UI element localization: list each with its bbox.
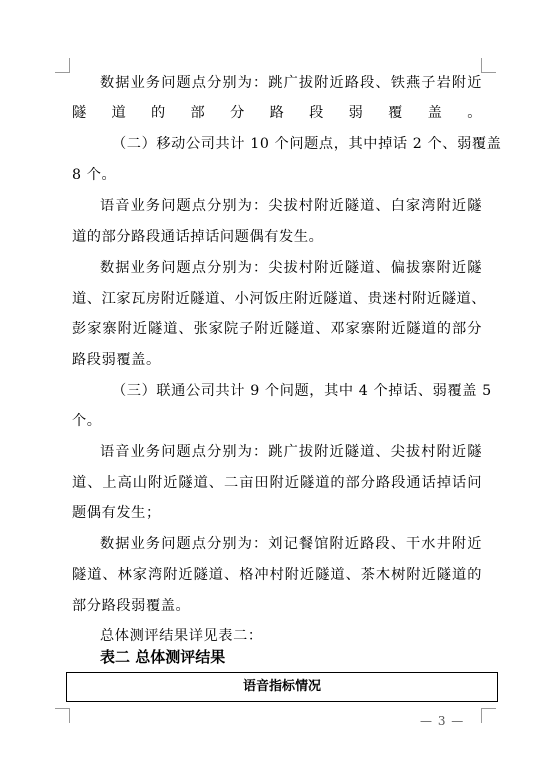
paragraph-line: 部分路段弱覆盖。 [72,598,191,614]
crop-mark-bottom-right [481,708,496,723]
paragraph-line: 语音业务问题点分别为：尖拔村附近隧道、白家湾附近隧 [100,198,482,214]
paragraph-line: 个。 [72,413,102,429]
crop-mark-top-left [55,58,70,73]
section-heading-line: （二）移动公司共计 10 个问题点，其中掉话 2 个、弱覆盖 [112,136,502,152]
paragraph-line: 语音业务问题点分别为：跳广拔附近隧道、尖拔村附近隧 [100,444,482,460]
paragraph-line: 总体测评结果详见表二： [100,628,263,644]
paragraph-line: 数据业务问题点分别为：跳广拔附近路段、铁燕子岩附近 [100,75,482,91]
paragraph-line: 题偶有发生； [72,505,161,521]
table-caption: 表二 总体测评结果 [100,648,226,666]
crop-mark-top-right [481,58,496,73]
paragraph-line: 彭家寨附近隧道、张家院子附近隧道、邓家寨附近隧道的部分 [72,321,482,337]
crop-mark-bottom-left [55,708,70,723]
paragraph-line: 路段弱覆盖。 [72,352,161,368]
paragraph-line: 数据业务问题点分别为：刘记餐馆附近路段、干水井附近 [100,536,482,552]
page-number: — 3 — [420,714,465,728]
table-header-cell: 语音指标情况 [242,679,321,694]
paragraph-line: 8 个。 [72,167,117,183]
section-heading-line: （三）联通公司共计 9 个问题，其中 4 个掉话、弱覆盖 5 [112,383,492,399]
paragraph-line: 道的部分路段通话掉话问题偶有发生。 [72,229,324,245]
paragraph-line: 隧道、林家湾附近隧道、格冲村附近隧道、茶木树附近隧道的 [72,567,482,583]
paragraph-line: 隧道的部分路段弱覆盖。 [72,105,482,121]
paragraph-line: 数据业务问题点分别为：尖拔村附近隧道、偏拔寨附近隧 [100,260,482,276]
paragraph-line: 道、上高山附近隧道、二亩田附近隧道的部分路段通话掉话问 [72,475,482,491]
results-table [66,672,498,702]
paragraph-line: 道、江家瓦房附近隧道、小河饭庄附近隧道、贵迷村附近隧道、 [72,291,487,307]
